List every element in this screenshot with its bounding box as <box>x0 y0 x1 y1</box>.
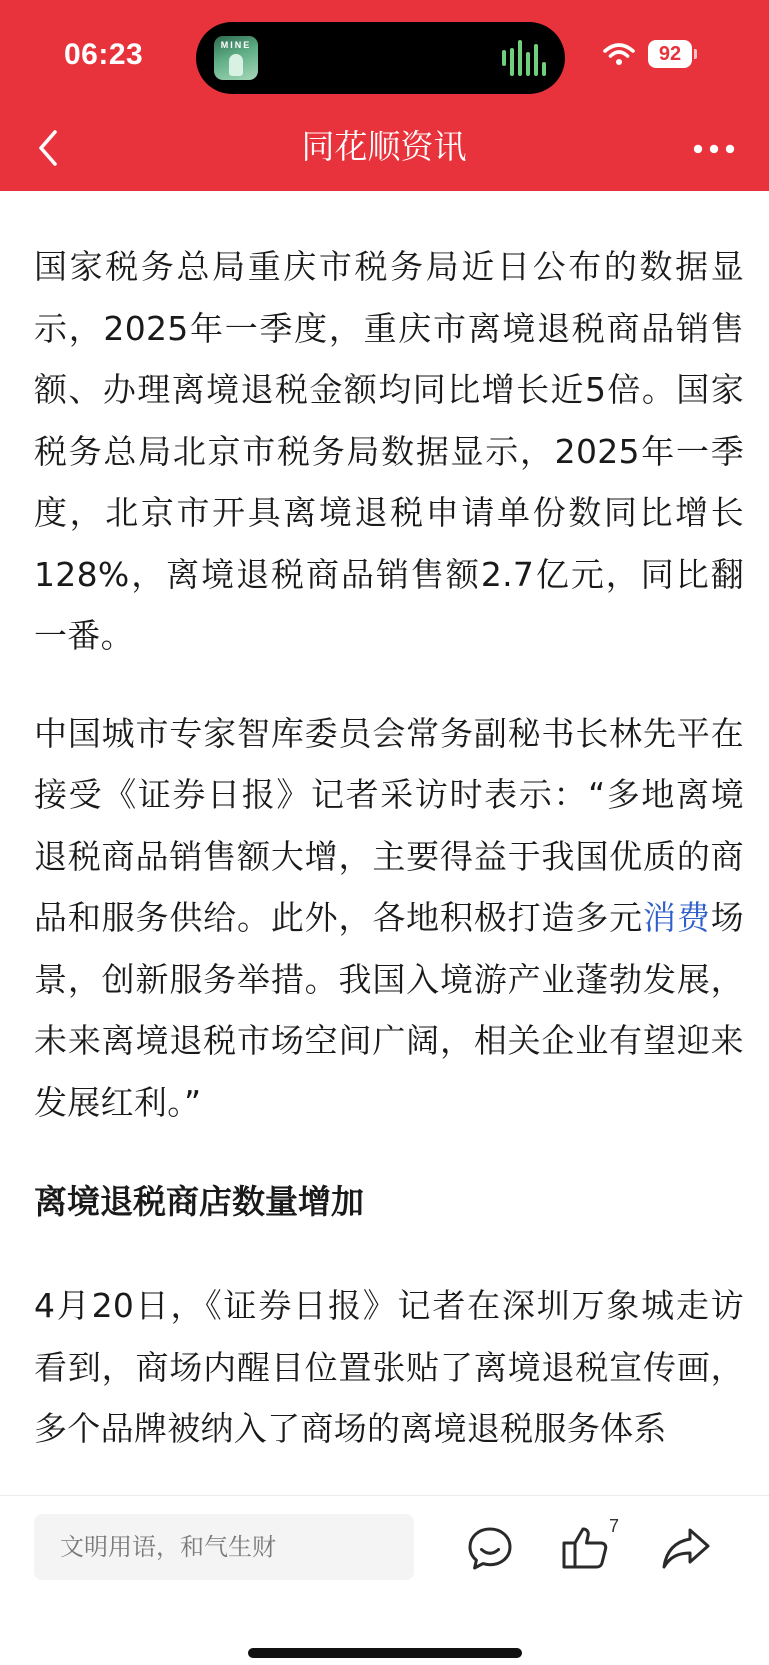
section-heading: 离境退税商店数量增加 <box>34 1182 364 1221</box>
bottom-action-bar <box>0 1495 769 1665</box>
comment-input[interactable] <box>34 1514 414 1580</box>
status-time: 06:23 <box>64 38 144 71</box>
more-options-button[interactable] <box>686 124 742 174</box>
page-title: 同花顺资讯 <box>301 127 467 166</box>
wave-bar <box>510 48 514 76</box>
wave-bar <box>526 52 530 76</box>
wave-bar <box>534 44 538 76</box>
wave-bar <box>542 62 546 76</box>
article-paragraph: 4月20日，《证券日报》记者在深圳万象城走访看到，商场内醒目位置张贴了离境退税宣传画，多个品牌被纳入了商场的离境退税服务体系 <box>34 1286 744 1448</box>
artwork-figure <box>229 54 243 76</box>
wave-bar <box>502 50 506 66</box>
dynamic-island[interactable] <box>196 22 565 94</box>
now-playing-artwork <box>214 36 258 80</box>
share-button[interactable] <box>656 1518 716 1578</box>
like-count: 7 <box>609 1516 620 1536</box>
wifi-icon <box>603 42 635 66</box>
audio-waveform-icon <box>502 40 546 76</box>
keyword-link-consumption[interactable]: 消费 <box>643 898 711 937</box>
article-body <box>34 236 744 1494</box>
status-bar <box>0 0 769 110</box>
wave-bar <box>518 40 522 76</box>
now-playing-artwork-text: MINE <box>220 40 252 50</box>
home-indicator[interactable] <box>248 1648 522 1658</box>
article-paragraph <box>34 703 744 1134</box>
article-paragraph: 国家税务总局重庆市税务局近日公布的数据显示，2025年一季度，重庆市离境退税商品销售额、办理离境退税金额均同比增长近5倍。国家税务总局北京市税务局数据显示，2025年一季度，北京市开具离境退税申请单份数同比增长128%，离境退税商品销售额2.7亿元，同比翻一番。 <box>34 247 744 655</box>
battery-level: 92 <box>658 43 682 65</box>
back-button[interactable] <box>22 120 78 176</box>
like-button[interactable] <box>556 1518 616 1578</box>
nav-bar <box>0 110 769 191</box>
header-area <box>0 0 769 191</box>
paragraph-text: 场景，创新服务举措。我国入境游产业蓬勃发展，未来离境退税市场空间广阔，相关企业有望迎来发展红利。” <box>34 898 744 1122</box>
paragraph-text: 中国城市专家智库委员会常务副秘书长林先平在接受《证券日报》记者采访时表示：“多地离境退税商品销售额大增，主要得益于我国优质的商品和服务供给。此外，各地积极打造多元 <box>34 713 744 937</box>
battery-tip <box>694 49 697 59</box>
comment-button[interactable] <box>460 1518 520 1578</box>
battery-indicator <box>648 40 692 68</box>
